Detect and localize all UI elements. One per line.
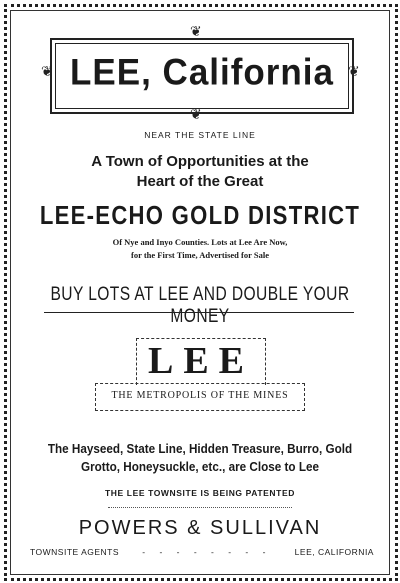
opportunities-line-2: Heart of the Great	[136, 173, 264, 190]
opportunities-line-1: A Town of Opportunities at the	[91, 153, 309, 170]
mines-line-2: Grotto, Honeysuckle, etc., are Close to Lee	[81, 459, 319, 474]
firm-name: POWERS & SULLIVAN	[78, 517, 322, 539]
mines-list	[20, 440, 380, 476]
agents-dashes: - - - - - - - -	[142, 547, 272, 557]
left-ornament-icon: ❦	[41, 65, 53, 80]
counties-line-2: for the First Time, Advertised for Sale	[131, 250, 269, 260]
metropolis-box	[95, 383, 305, 411]
lee-big-name: LEE	[147, 340, 255, 382]
agents-location: LEE, CALIFORNIA	[294, 547, 374, 557]
lee-name-box	[136, 338, 266, 385]
agents-line	[30, 547, 374, 557]
district-heading: LEE-ECHO GOLD DISTRICT	[39, 200, 361, 230]
patent-notice: THE LEE TOWNSITE IS BEING PATENTED	[105, 488, 295, 498]
bottom-ornament-icon: ❦	[190, 108, 202, 123]
near-state-line: NEAR THE STATE LINE	[144, 130, 256, 140]
opportunities-heading	[0, 152, 400, 192]
slogan-underline	[44, 312, 354, 313]
counties-line-1: Of Nye and Inyo Counties. Lots at Lee Are Now,	[112, 237, 288, 247]
right-ornament-icon: ❦	[348, 65, 360, 80]
dotted-divider	[108, 507, 292, 508]
page-title: LEE, California	[70, 52, 334, 93]
agents-role: TOWNSITE AGENTS	[30, 547, 120, 557]
title-frame	[50, 38, 354, 114]
mines-line-1: The Hayseed, State Line, Hidden Treasure, Burro, Gold	[47, 441, 353, 456]
counties-text	[0, 236, 400, 262]
metropolis-tagline: THE METROPOLIS OF THE MINES	[111, 390, 289, 401]
buy-lots-slogan: BUY LOTS AT LEE AND DOUBLE YOUR MONEY	[50, 284, 350, 327]
top-ornament-icon: ❦	[190, 25, 202, 40]
